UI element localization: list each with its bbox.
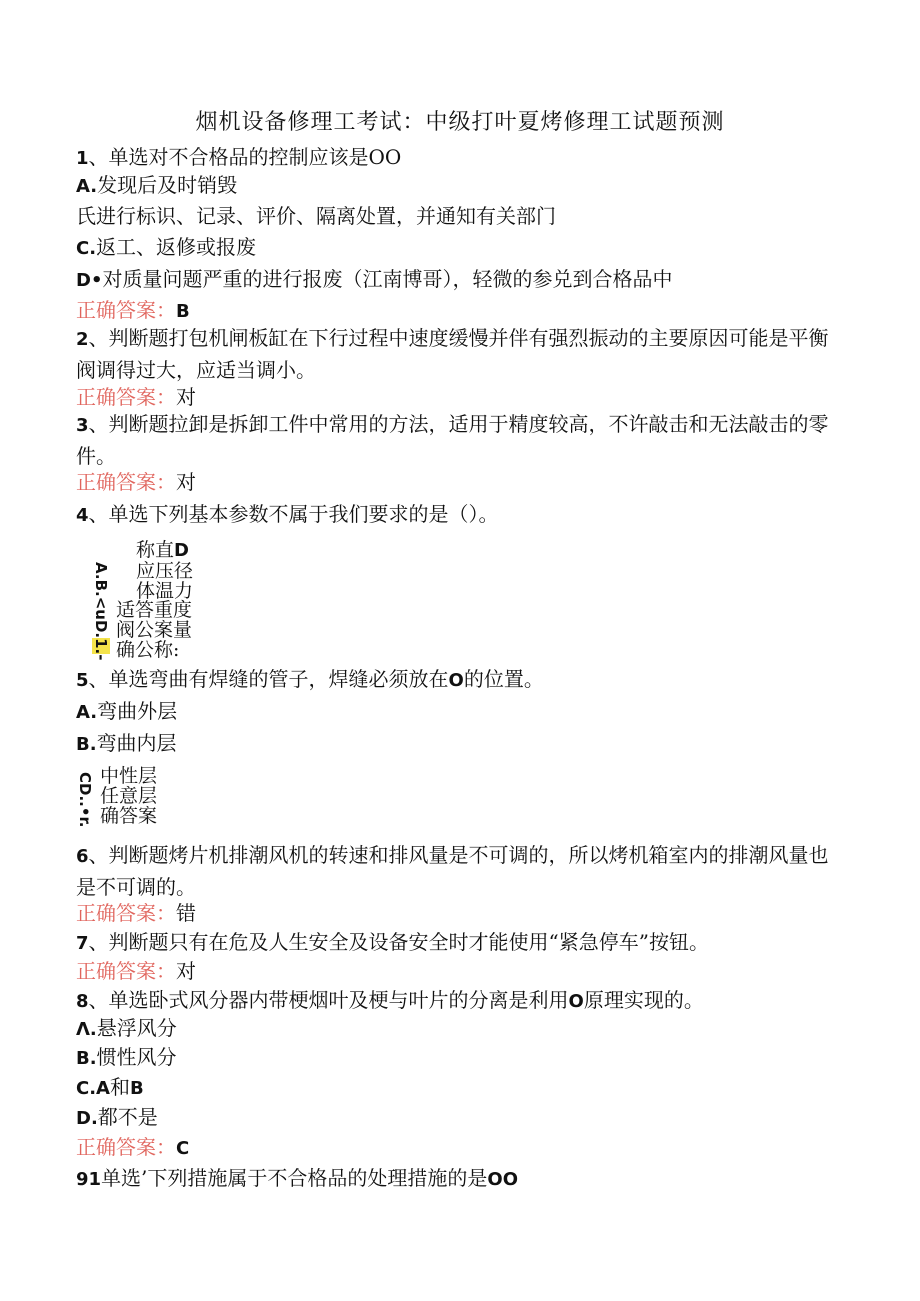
option-key: B.: [76, 734, 97, 755]
answer-value: 对: [176, 385, 196, 409]
rotated-text: A.B.<uD.: [92, 562, 110, 639]
answer-label: 正确答案：: [76, 1135, 176, 1159]
garbled-option-row: 阀公案量: [116, 619, 193, 641]
answer-label: 正确答案：: [76, 470, 176, 494]
option-b: [76, 728, 836, 760]
option-a: [76, 1013, 836, 1045]
option-key: A.: [76, 176, 98, 197]
garbled-option-row: 体温力: [136, 580, 194, 602]
answer-label: 正确答案：: [76, 959, 176, 983]
garbled-text: 称直: [136, 539, 175, 561]
question-2: [76, 323, 836, 386]
question-number: 8: [76, 991, 89, 1012]
question-text: 的位置。: [463, 667, 544, 691]
garbled-option-row: [136, 540, 189, 561]
answer-label: 正确答案：: [76, 901, 176, 925]
question-6: [76, 840, 836, 903]
highlighted-text: 1.: [92, 638, 110, 655]
question-number: 4: [76, 505, 89, 526]
rotated-text: -: [92, 654, 110, 661]
question-number: 7: [76, 933, 89, 954]
answer-value: C: [176, 1138, 190, 1159]
answer-label: 正确答案：: [76, 385, 176, 409]
question-text: 、判断题只有在危及人生安全及设备安全时才能使用“紧急停车”按钮。: [88, 930, 709, 954]
question-text: 、判断题烤片机排潮风机的转速和排风量是不可调的，所以烤机箱室内的排潮风量也是不可调的。: [76, 843, 829, 899]
option-key: Λ.: [76, 1019, 97, 1040]
option-key: D•: [76, 270, 103, 291]
option-key: B.: [76, 1048, 97, 1069]
garbled-option-row: 确答案: [100, 805, 158, 827]
answer-value: 对: [176, 959, 196, 983]
question-text: 、单选对不合格品的控制应该是OO: [88, 145, 402, 169]
option-c: [76, 232, 836, 264]
question-text: 、判断题拉卸是拆卸工件中常用的方法，适用于精度较高，不许敲击和无法敲击的零件。: [76, 412, 829, 468]
garbled-option-row: 确公称:: [116, 639, 180, 661]
garbled-text: D: [174, 540, 189, 561]
question-5: [76, 664, 836, 696]
option-key: C.A: [76, 1078, 110, 1099]
question-number: 1: [76, 148, 89, 169]
option-text: B: [129, 1078, 144, 1099]
option-text: 对质量问题严重的进行报废（江南博哥），轻微的参兑到合格品中: [102, 267, 673, 291]
blank-marker: O: [448, 670, 464, 691]
option-text: 都不是: [97, 1105, 158, 1129]
option-text: 和: [109, 1075, 130, 1099]
option-text: 弯曲内层: [96, 731, 177, 755]
rotated-option-keys: CD..•r.: [76, 772, 94, 828]
question-text: 、单选卧式风分器内带梗烟叶及梗与叶片的分离是利用: [88, 988, 569, 1012]
answer-label: 正确答案：: [76, 298, 176, 322]
garbled-option-row: 任意层: [100, 785, 158, 807]
option-key: D.: [76, 1108, 98, 1129]
option-text: 发现后及时销毁: [97, 173, 238, 197]
answer-value: 错: [176, 901, 196, 925]
answer-value: B: [176, 301, 190, 322]
question-4: [76, 499, 836, 531]
document-title: 烟机设备修理工考试：中级打叶夏烤修理工试题预测: [195, 110, 725, 135]
option-a: [76, 170, 836, 202]
option-a: [76, 696, 836, 728]
option-text: 惯性风分: [96, 1045, 177, 1069]
option-text: 氏进行标识、记录、评价、隔离处置，并通知有关部门: [76, 204, 556, 228]
option-c: [76, 1072, 836, 1104]
answer-line: [76, 1132, 836, 1164]
question-text: 原理实现的。: [583, 988, 704, 1012]
option-b: [76, 201, 836, 231]
question-number: 2: [76, 329, 89, 350]
option-d: [76, 1102, 836, 1134]
question-number: 91: [76, 1169, 102, 1190]
question-text: 单选’下列措施属于不合格品的处理措施的是: [101, 1166, 488, 1190]
answer-line: [76, 382, 836, 412]
garbled-option-row: 适答重度: [116, 599, 193, 621]
question-text: 、判断题打包机闸板缸在下行过程中速度缓慢并伴有强烈振动的主要原因可能是平衡阀调得过大，应适当调小。: [76, 326, 829, 382]
blank-marker: O: [568, 991, 584, 1012]
garbled-option-row: 应压径: [136, 560, 194, 582]
question-9: [76, 1163, 836, 1195]
option-d: [76, 264, 836, 296]
question-number: 3: [76, 415, 89, 436]
answer-line: [76, 898, 836, 928]
option-text: 返工、返修或报废: [96, 235, 257, 259]
option-text: 悬浮风分: [96, 1016, 177, 1040]
option-text: 弯曲外层: [97, 699, 178, 723]
blank-marker: OO: [487, 1169, 519, 1190]
question-number: 5: [76, 670, 89, 691]
question-text: 、单选弯曲有焊缝的管子，焊缝必须放在: [88, 667, 449, 691]
answer-line: [76, 467, 836, 497]
question-7: [76, 927, 836, 959]
answer-value: 对: [176, 470, 196, 494]
question-number: 6: [76, 846, 89, 867]
rotated-option-keys: [93, 562, 108, 661]
question-text: 、单选下列基本参数不属于我们要求的是（）。: [88, 502, 499, 526]
option-key: A.: [76, 702, 98, 723]
option-key: C.: [76, 238, 97, 259]
question-3: [76, 409, 836, 472]
answer-line: [76, 956, 836, 986]
option-b: [76, 1042, 836, 1074]
garbled-option-row: 中性层: [100, 765, 158, 787]
